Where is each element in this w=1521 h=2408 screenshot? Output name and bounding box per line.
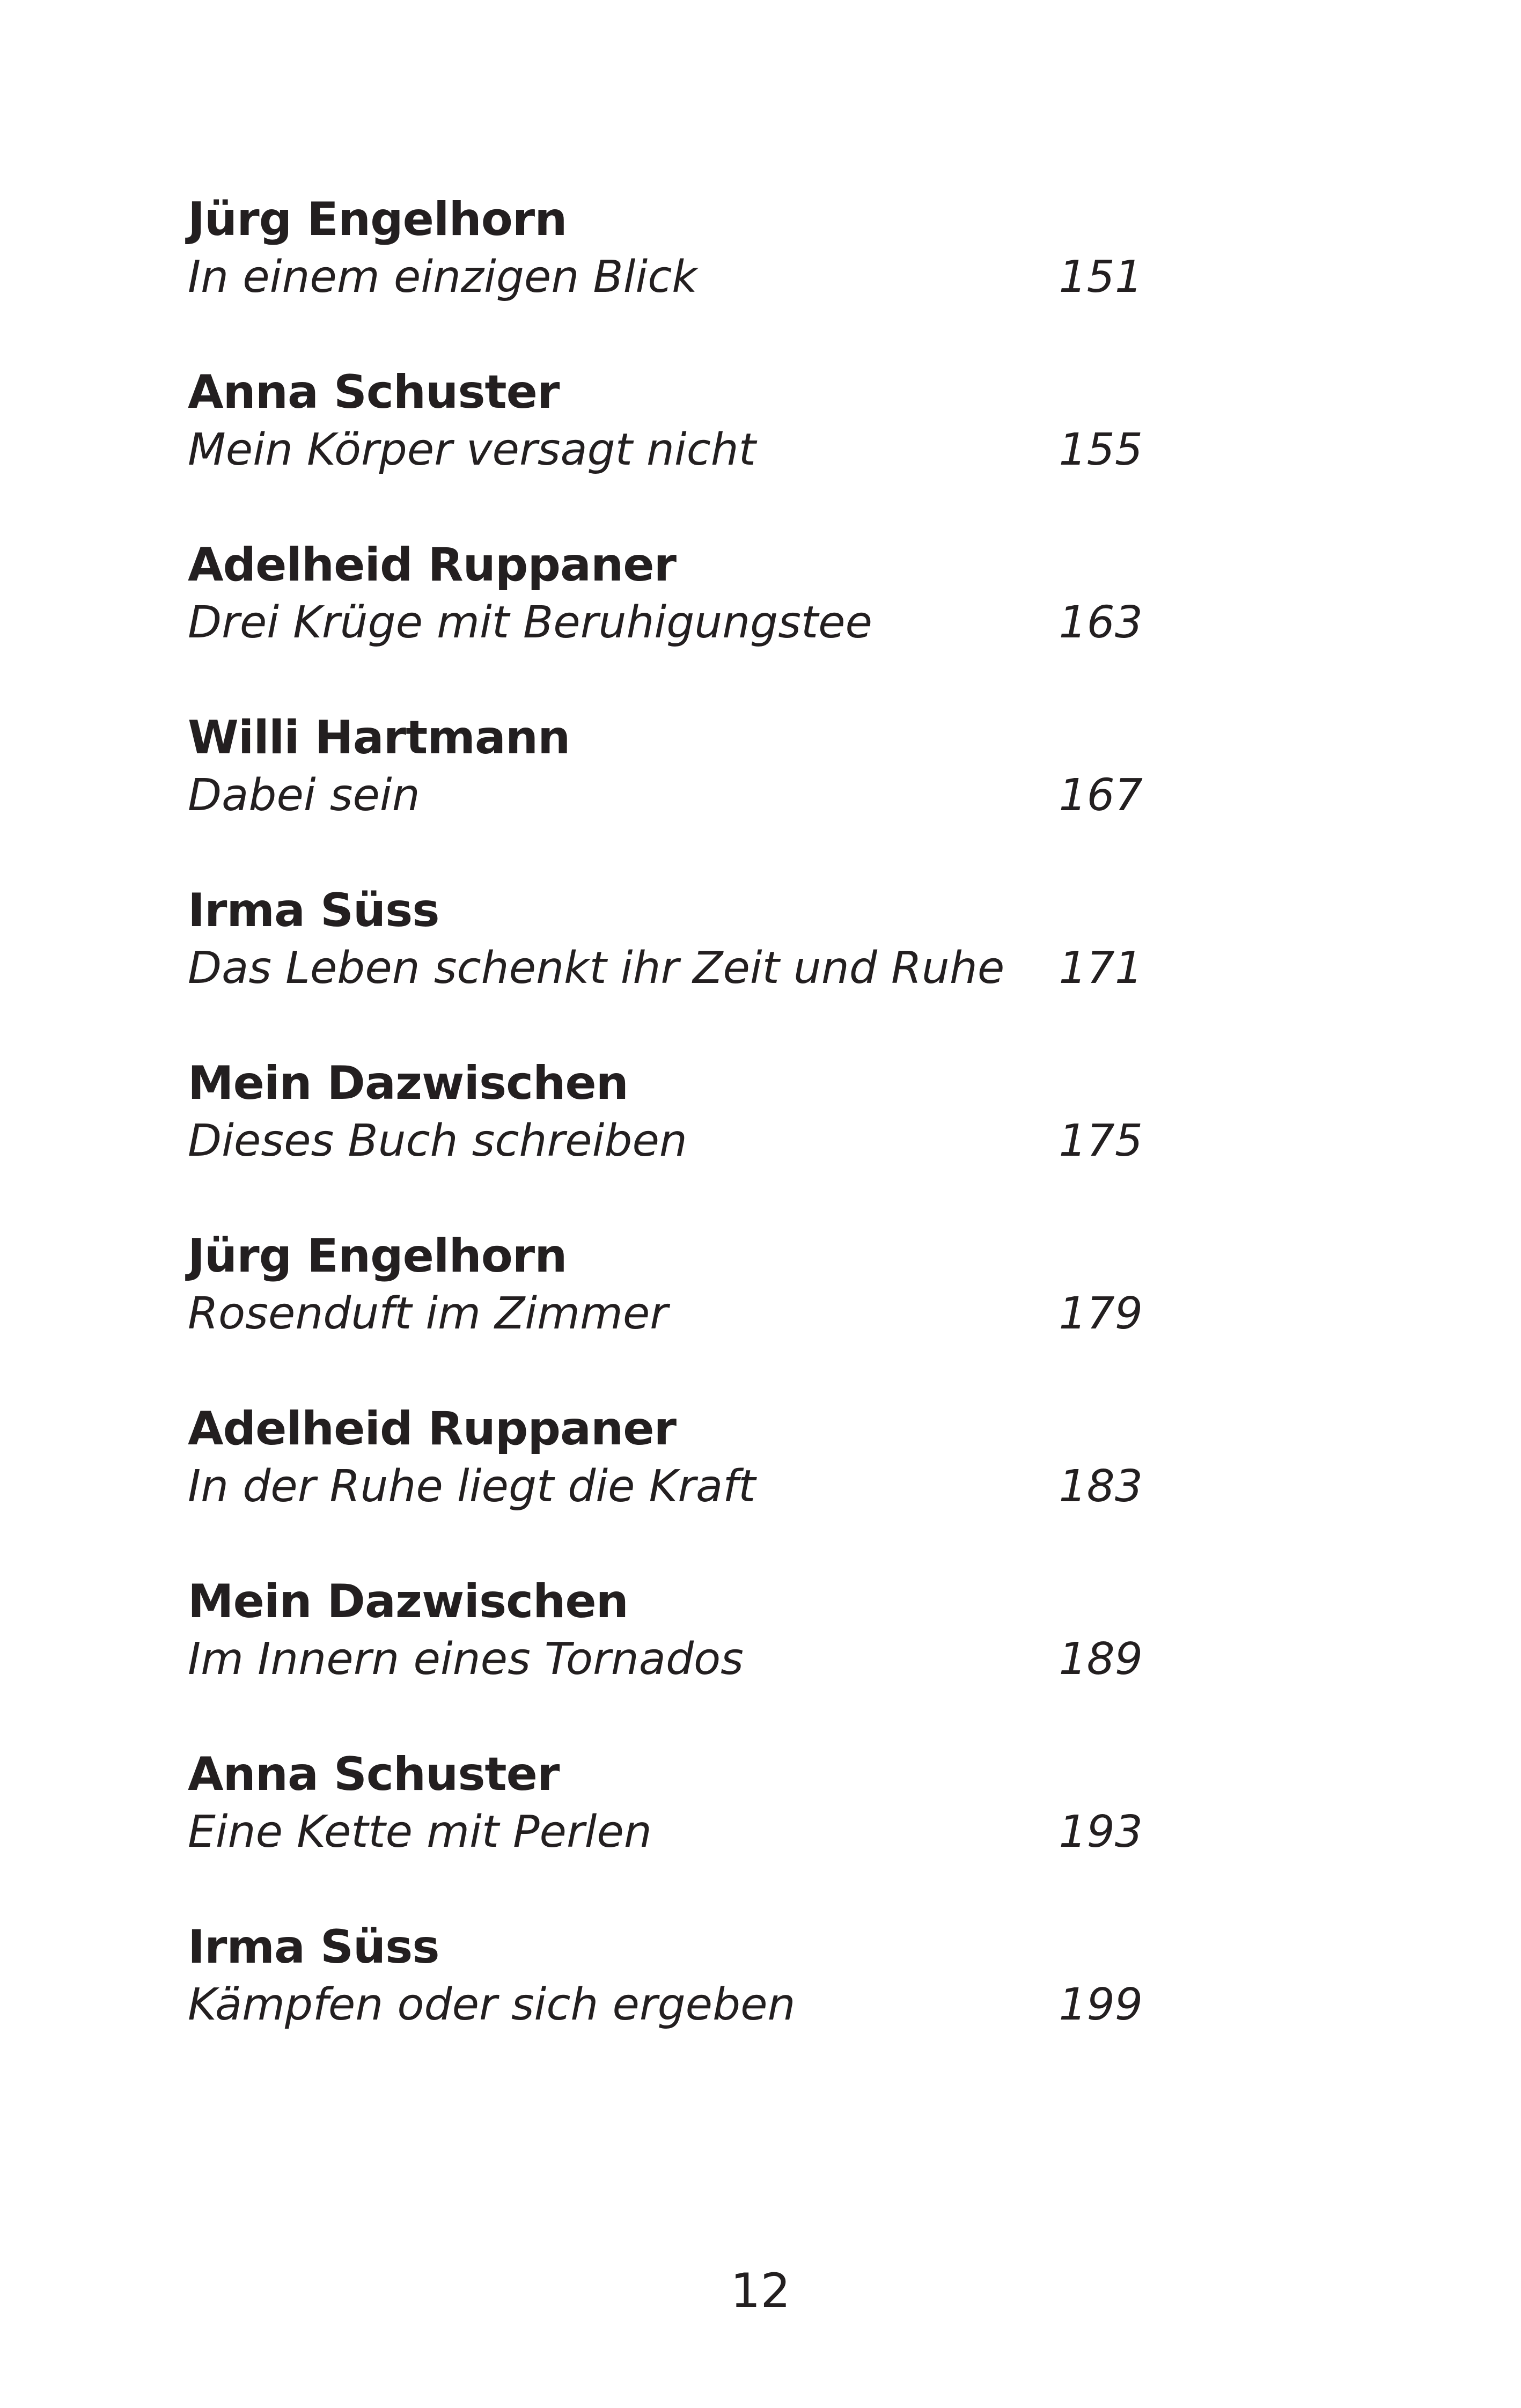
entry-title: Rosenduft im Zimmer <box>188 1288 668 1339</box>
entry-page-number: 193 <box>1059 1807 1143 1858</box>
toc-entry <box>188 1745 1143 1918</box>
entry-page-number: 175 <box>1059 1115 1143 1166</box>
entry-author: Jürg Engelhorn <box>188 193 567 246</box>
entry-page-number: 155 <box>1059 424 1143 475</box>
entry-line <box>188 1803 1143 1861</box>
entry-title: Das Leben schenkt ihr Zeit und Ruhe <box>188 943 1005 994</box>
toc-entry <box>188 1227 1143 1400</box>
entry-line <box>188 1285 1143 1343</box>
toc-entry <box>188 1400 1143 1573</box>
entry-line <box>188 767 1143 825</box>
entry-line <box>188 248 1143 306</box>
entry-page-number: 151 <box>1059 252 1143 303</box>
toc-entry <box>188 1918 1143 2091</box>
entry-title: Im Innern eines Tornados <box>188 1634 744 1685</box>
entry-line <box>188 421 1143 479</box>
entry-line <box>188 1112 1143 1170</box>
entry-author: Adelheid Ruppaner <box>188 538 677 592</box>
entry-page-number: 183 <box>1059 1461 1143 1512</box>
entry-title: Dieses Buch schreiben <box>188 1115 687 1166</box>
entry-line <box>188 1976 1143 2034</box>
entry-title: Mein Körper versagt nicht <box>188 424 756 475</box>
entry-author: Willi Hartmann <box>188 711 570 765</box>
entry-line <box>188 939 1143 997</box>
entry-author: Irma Süss <box>188 884 439 937</box>
entry-author: Mein Dazwischen <box>188 1056 628 1110</box>
entry-line <box>188 594 1143 652</box>
toc-entry <box>188 1573 1143 1745</box>
entry-line <box>188 1631 1143 1688</box>
toc-entry <box>188 709 1143 882</box>
toc-entry <box>188 363 1143 536</box>
entry-author: Mein Dazwischen <box>188 1575 628 1628</box>
toc-entry <box>188 190 1143 363</box>
entry-page-number: 199 <box>1059 1979 1143 2030</box>
entry-author: Anna Schuster <box>188 1748 560 1801</box>
toc-entry <box>188 1054 1143 1227</box>
page-number-footer: 12 <box>730 2263 791 2318</box>
entry-title: In einem einzigen Blick <box>188 252 697 303</box>
entry-page-number: 167 <box>1059 770 1143 821</box>
entry-author: Anna Schuster <box>188 365 560 419</box>
table-of-contents <box>188 190 1143 2091</box>
entry-page-number: 189 <box>1059 1634 1143 1685</box>
entry-title: Eine Kette mit Perlen <box>188 1807 652 1858</box>
toc-entry <box>188 536 1143 709</box>
entry-title: In der Ruhe liegt die Kraft <box>188 1461 756 1512</box>
entry-page-number: 163 <box>1059 597 1143 648</box>
entry-author: Jürg Engelhorn <box>188 1229 567 1283</box>
entry-page-number: 171 <box>1059 943 1143 994</box>
entry-title: Kämpfen oder sich ergeben <box>188 1979 796 2030</box>
entry-author: Irma Süss <box>188 1920 439 1974</box>
entry-line <box>188 1458 1143 1516</box>
toc-entry <box>188 882 1143 1054</box>
entry-title: Drei Krüge mit Beruhigungstee <box>188 597 873 648</box>
entry-page-number: 179 <box>1059 1288 1143 1339</box>
entry-author: Adelheid Ruppaner <box>188 1402 677 1456</box>
entry-title: Dabei sein <box>188 770 420 821</box>
